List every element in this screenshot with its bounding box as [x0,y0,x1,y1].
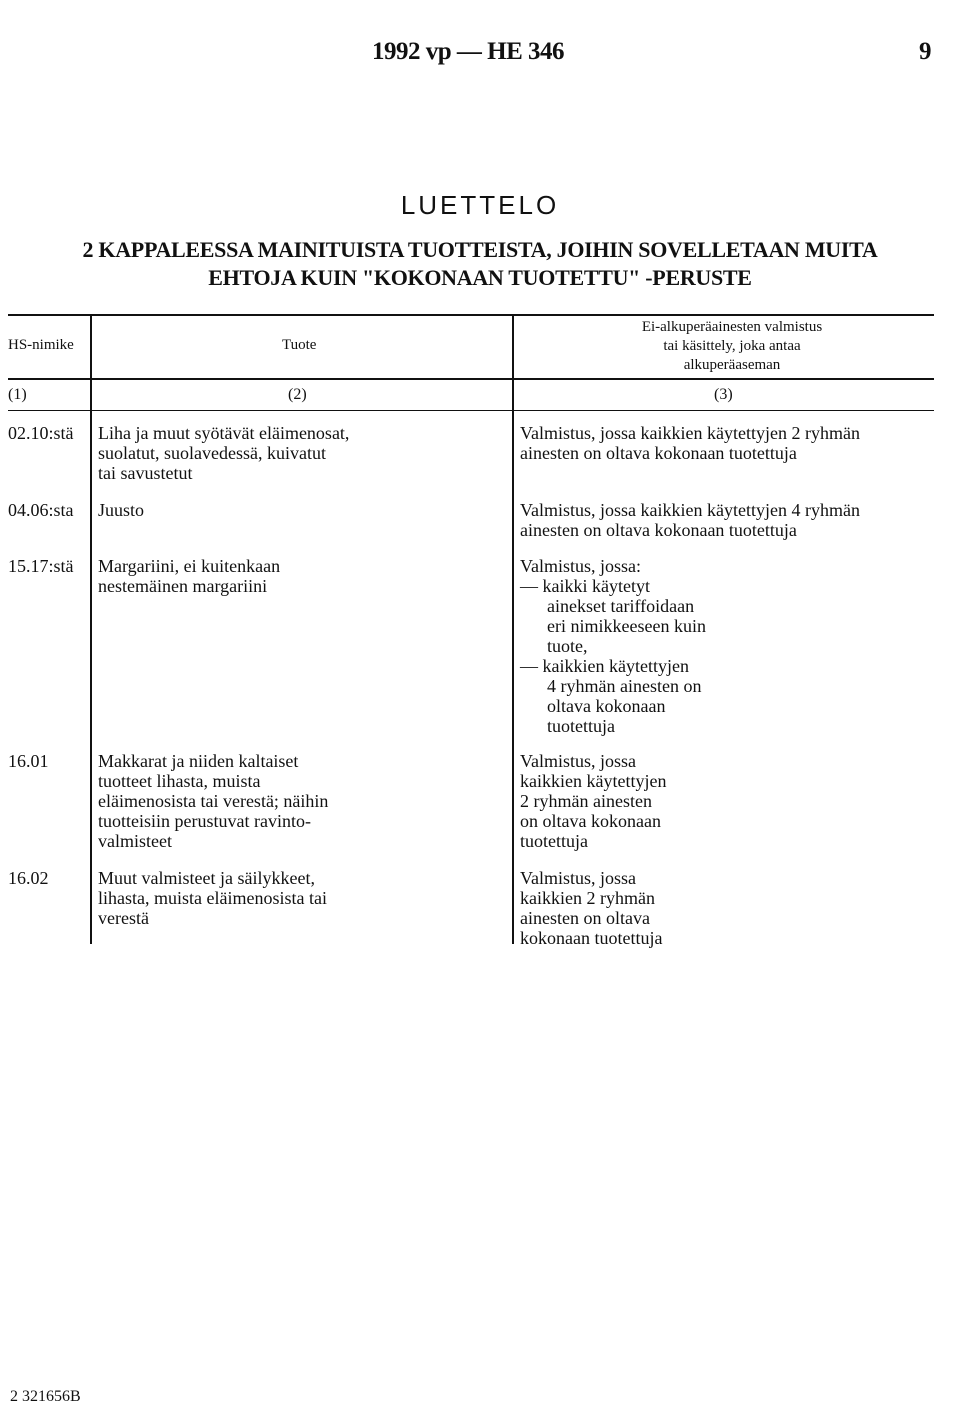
table-row-product: Muut valmisteet ja säilykkeet, lihasta, muista eläimenosista tai verestä [98,868,327,928]
column-divider-2 [512,314,514,944]
header-condition [530,318,934,375]
column-number-2: (2) [288,386,307,403]
column-divider-1 [90,314,92,944]
table-row-product: Makkarat ja niiden kaltaiset tuotteet lihasta, muista eläimenosista tai verestä; näihin tuotteisiin perustuvat ravinto- valmisteet [98,751,329,851]
header-hs-nimike: HS-nimike [8,337,74,353]
table-row-code: 15.17:stä [8,556,74,576]
table-row-product: Juusto [98,500,145,520]
header-bottom-rule [8,378,934,380]
table-row-code: 04.06:sta [8,500,74,520]
subtitle-line-1: 2 KAPPALEESSA MAINITUISTA TUOTTEISTA, JOIHIN SOVELLETAAN MUITA [82,237,878,262]
subtitle-line-2: EHTOJA KUIN "KOKONAAN TUOTETTU" -PERUSTE [208,265,752,290]
table-row-rule: Valmistus, jossa: — kaikki käytetyt ainekset tariffoidaan eri nimikkeeseen kuin tuote, — kaikkien käytettyjen 4 ryhmän ainesten on oltava kokonaan tuotettuja [520,556,706,736]
table-row-rule: Valmistus, jossa kaikkien käytettyjen 2 ryhmän ainesten on oltava kokonaan tuotettuja [520,751,667,851]
page-number: 9 [919,38,932,65]
column-number-3: (3) [714,386,733,403]
table-row-rule: Valmistus, jossa kaikkien käytettyjen 4 ryhmän ainesten on oltava kokonaan tuotettuja [520,500,860,540]
header-condition-line-3: alkuperäaseman [683,357,781,373]
column-number-1: (1) [8,386,27,403]
table-row-product: Liha ja muut syötävät eläimenosat, suolatut, suolavedessä, kuivatut tai savustetut [98,423,350,483]
column-number-rule [8,410,934,411]
list-title: LUETTELO [400,190,560,220]
table-row-rule: Valmistus, jossa kaikkien käytettyjen 2 ryhmän ainesten on oltava kokonaan tuotettuja [520,423,860,463]
table-row-code: 16.02 [8,868,49,888]
header-condition-line-1: Ei-alkuperäainesten valmistus [641,319,823,335]
footer-code: 2 321656B [10,1388,81,1405]
table-top-rule [8,314,934,316]
table-row-code: 16.01 [8,751,49,771]
header-condition-line-2: tai käsittely, joka antaa [663,338,801,354]
table-row-code: 02.10:stä [8,423,74,443]
header-tuote: Tuote [282,337,317,353]
list-subtitle [0,236,960,292]
page-header-title: 1992 vp — HE 346 [372,38,565,65]
table-row-rule: Valmistus, jossa kaikkien 2 ryhmän ainesten on oltava kokonaan tuotettuja [520,868,663,948]
table-row-product: Margariini, ei kuitenkaan nestemäinen margariini [98,556,281,596]
